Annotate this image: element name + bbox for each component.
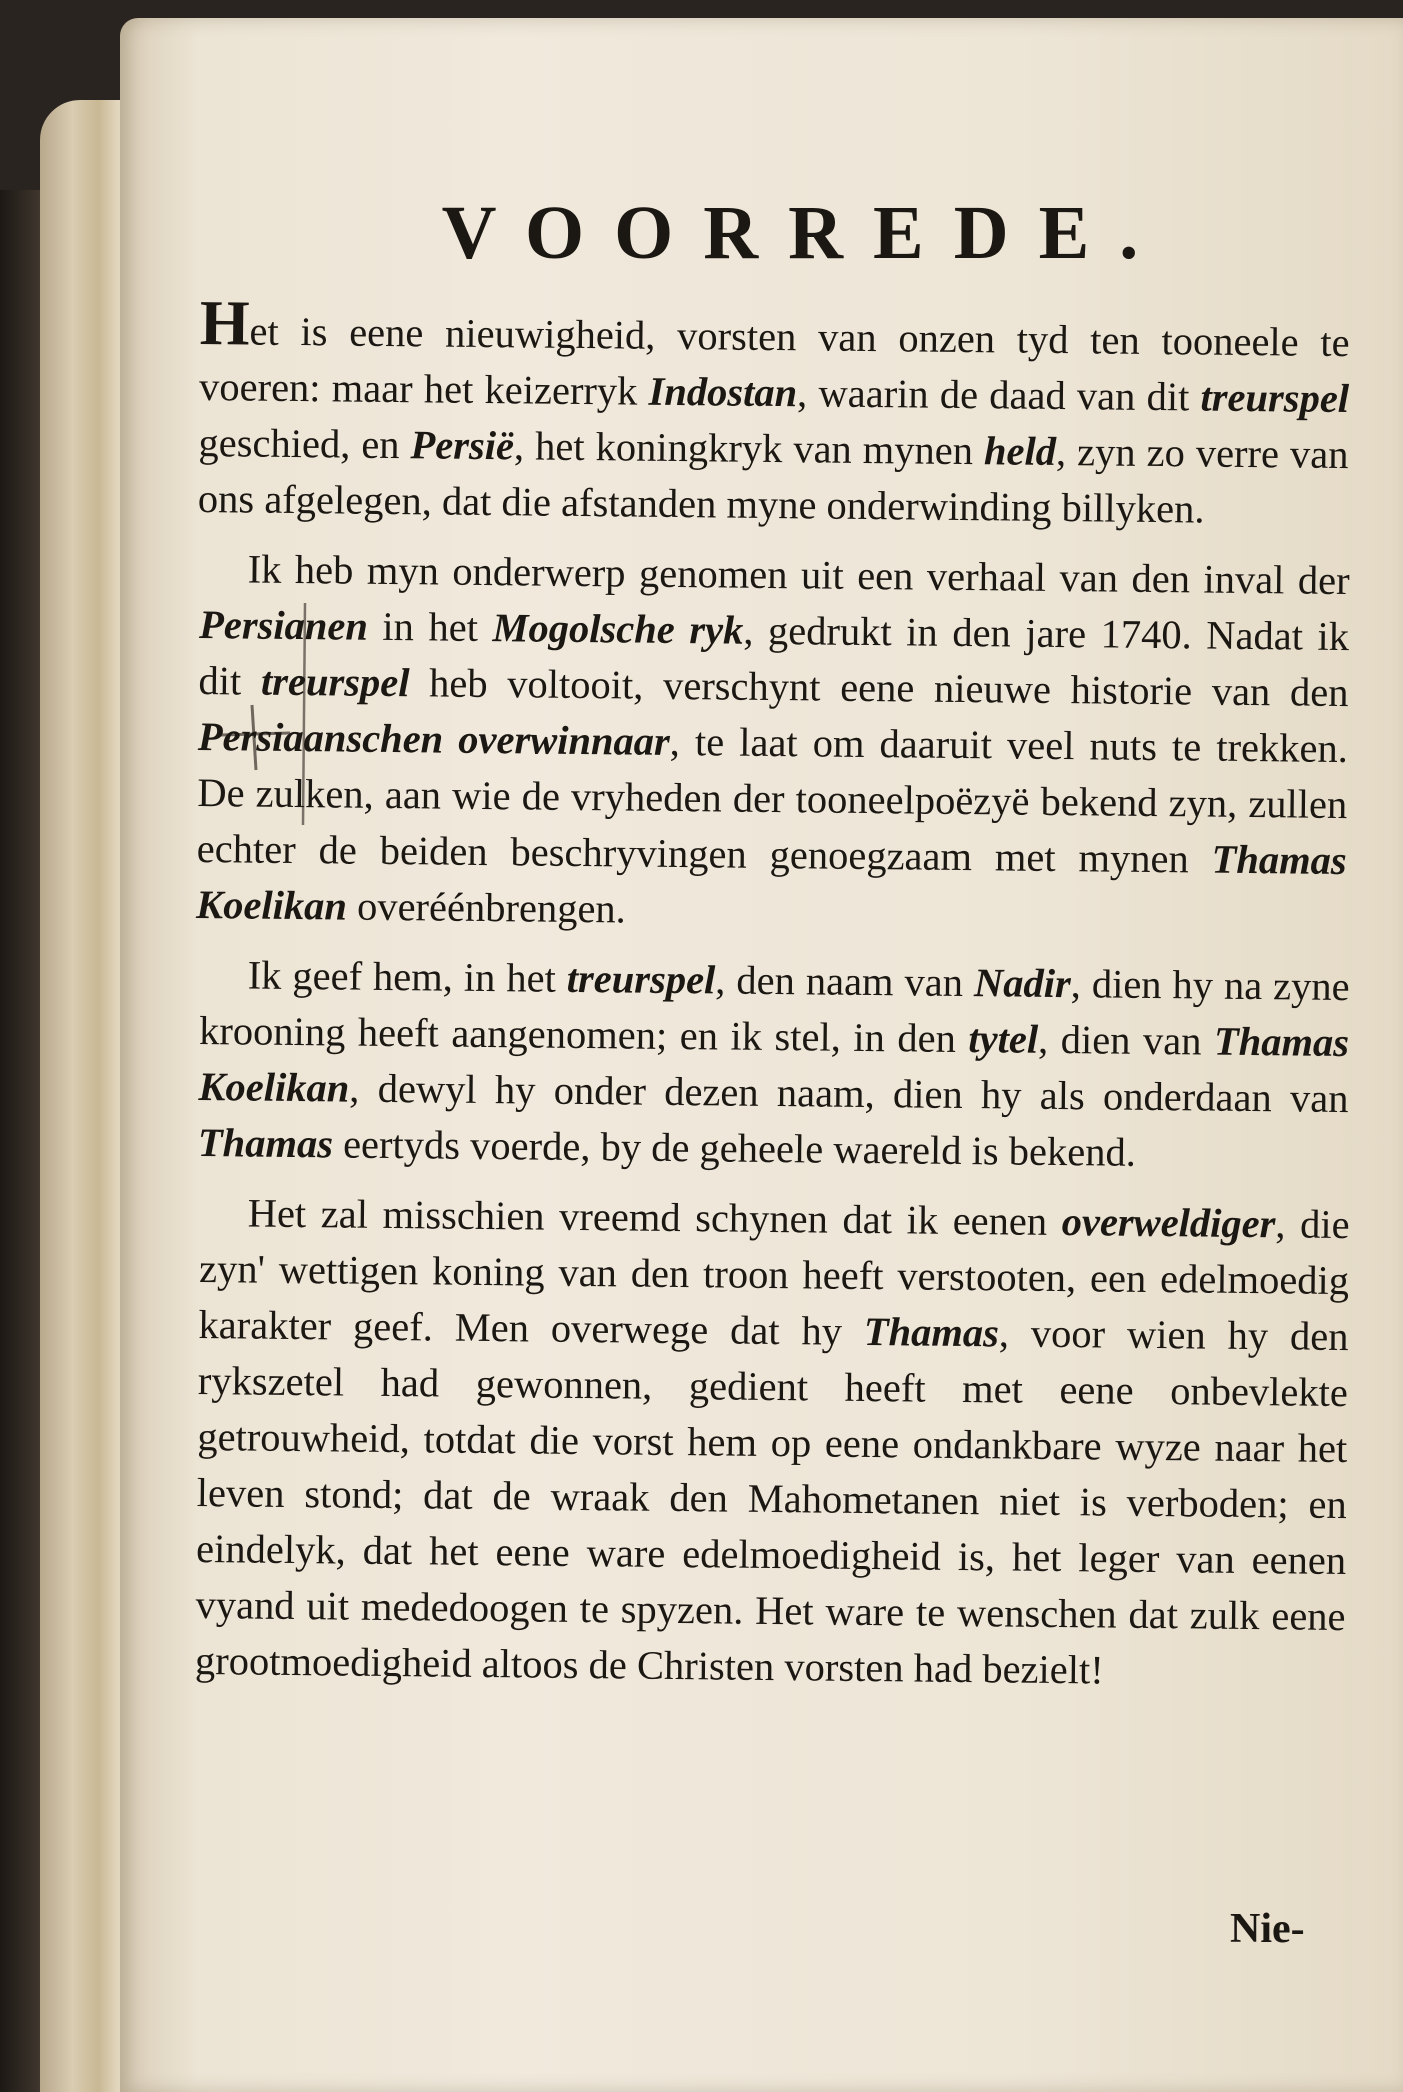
catchword: Nie- (1230, 1906, 1305, 1952)
paragraph-4 (195, 1185, 1350, 1701)
italic-term: Mogolsche ryk (492, 605, 744, 653)
italic-term: treurspel (1200, 374, 1350, 422)
italic-term: treurspel (260, 658, 410, 706)
page-heading: VOORREDE. (441, 191, 1169, 275)
paragraph-segment: Ik heb myn onderwerp genomen uit een verhaal van den inval der (247, 546, 1350, 604)
paragraph-segment: geschied, en (198, 419, 411, 468)
paragraph-segment: , te laat om daaruit veel nuts te trekken. De zulken, aan wie de vryheden der tooneelpoëzyë bekend zyn, zullen echter de beiden beschryvingen genoegzaam met mynen (196, 718, 1349, 882)
paragraph-segment: , dien van (1037, 1016, 1215, 1064)
paragraph-segment: , dewyl hy onder dezen naam, dien hy als onderdaan van (349, 1065, 1349, 1122)
italic-term: Persianen (198, 601, 369, 649)
italic-term: held (983, 428, 1057, 474)
italic-term: Nadir (973, 960, 1071, 1007)
italic-term: tytel (968, 1016, 1039, 1062)
paragraph-segment: in het (367, 603, 493, 651)
paragraph-segment: eertyds voerde, by de geheele waereld is bekend. (332, 1121, 1137, 1175)
italic-term: treurspel (566, 955, 716, 1003)
italic-term: overweldiger (1061, 1199, 1276, 1247)
paragraph-segment: , die zyn' wettigen koning van den troon heeft verstooten, een edelmoedig karakter geef. Men overwege dat hy (198, 1201, 1350, 1354)
italic-term: Thamas Koelikan (198, 1018, 1350, 1111)
page-text-block (194, 190, 1350, 1703)
paragraph-segment: et is eene nieuwigheid, vorsten van onzen tyd ten tooneele te voeren: maar het keizerryk (198, 308, 1350, 414)
drop-cap: H (199, 287, 250, 359)
paragraph-segment: , voor wien hy den rykszetel had gewonnen, gedient heeft met eene onbevlekte getrouwheid, totdat die vorst hem op eene ondankbare wyze naar het leven stond; dat de wraak den Mahometanen niet is verboden; en eindelyk, dat het eene ware edelmoedigheid is, het leger van eenen vyand uit mededoogen te spyzen. Het ware te wenschen dat zulk eene grootmoedigheid altoos de Christen vorsten had bezielt! (194, 1310, 1349, 1693)
paragraph-3 (198, 947, 1350, 1183)
paragraph-2 (196, 541, 1350, 945)
italic-term: Indostan (648, 368, 798, 416)
paragraph-segment: heb voltooit, verschynt eene nieuwe historie van den (409, 660, 1349, 716)
paragraph-segment: , gedrukt in den jare 1740. Nadat ik dit (198, 607, 1350, 704)
paragraph-segment: , zyn zo verre van ons afgelegen, dat die afstanden myne onderwinding billyken. (197, 428, 1349, 532)
paragraph-segment: , waarin de daad van dit (796, 370, 1201, 420)
italic-term: Persiaanschen overwinnaar (197, 713, 671, 764)
paragraph-1 (197, 287, 1350, 539)
paragraph-segment: Het zal misschien vreemd schynen dat ik eenen (247, 1190, 1062, 1245)
paragraph-segment: , dien hy na zyne krooning heeft aangenomen; en ik stel, in den (198, 961, 1350, 1062)
italic-term: Thamas Koelikan (195, 836, 1347, 929)
italic-term: Thamas (197, 1119, 334, 1167)
paragraph-segment: , het koningkryk van mynen (513, 423, 985, 474)
italic-term: Thamas (863, 1308, 1000, 1356)
paragraph-segment: , den naam van (715, 957, 975, 1006)
paragraph-segment: Ik geef hem, in het (247, 952, 568, 1001)
paragraph-segment: overéénbrengen. (346, 883, 627, 932)
italic-term: Persië (410, 422, 515, 469)
